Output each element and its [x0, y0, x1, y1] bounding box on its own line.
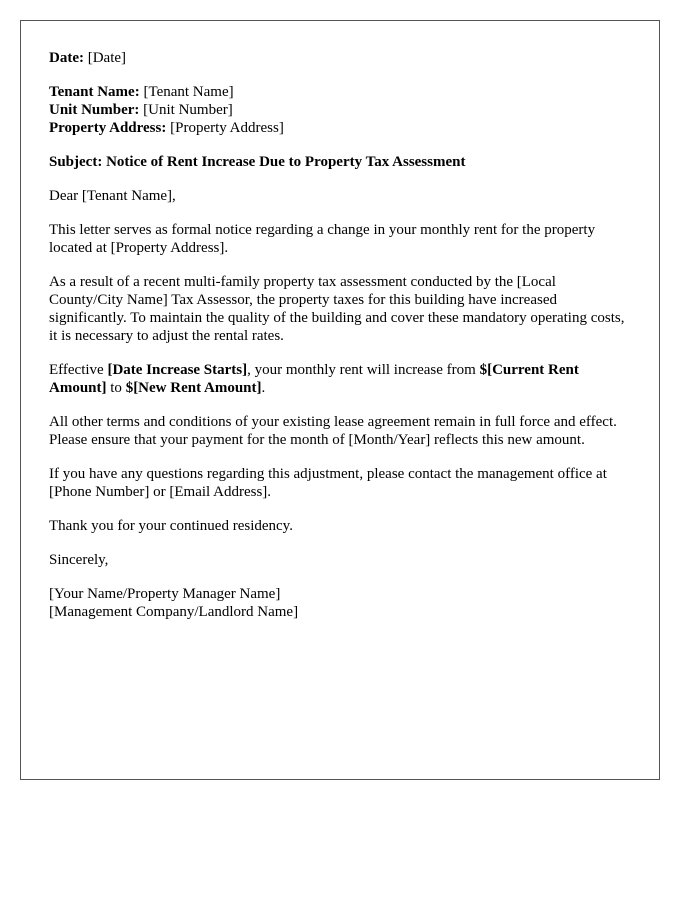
address-label: Property Address:: [49, 120, 167, 136]
paragraph-notice: This letter serves as formal notice regarding a change in your monthly rent for the property located at [Property Address].: [49, 222, 596, 256]
date-value: [Date]: [87, 50, 127, 66]
signature-company: [Management Company/Landlord Name]: [49, 604, 299, 620]
unit-label: Unit Number:: [49, 102, 140, 118]
unit-line: [49, 101, 631, 119]
unit-value: [Unit Number]: [143, 102, 233, 118]
paragraph-reason: As a result of a recent multi-family property tax assessment conducted by the [Local County/City Name] Tax Assessor, the property taxes for this building have increased significantly. To maintain the quality of the building and cover these mandatory operating costs, it is necessary to adjust the rental rates.: [49, 274, 625, 344]
tenant-line: [49, 83, 631, 101]
rent-text-4: .: [261, 380, 266, 396]
date-label: Date:: [49, 50, 84, 66]
rent-text-1: Effective: [49, 362, 108, 378]
paragraph-thanks: Thank you for your continued residency.: [49, 518, 293, 534]
date-line: [49, 49, 631, 67]
tenant-label: Tenant Name:: [49, 84, 140, 100]
increase-start-date: [Date Increase Starts]: [107, 362, 248, 378]
recipient-block: [49, 83, 631, 137]
closing: Sincerely,: [49, 552, 109, 568]
signature-name: [Your Name/Property Manager Name]: [49, 586, 281, 602]
paragraph-terms: All other terms and conditions of your existing lease agreement remain in full force and effect. Please ensure that your payment for the month of [Month/Year] reflects this new amount.: [49, 414, 617, 448]
tenant-value: [Tenant Name]: [143, 84, 234, 100]
paragraph-contact: If you have any questions regarding this adjustment, please contact the management office at [Phone Number] or [Email Address].: [49, 466, 607, 500]
signature-block: [49, 585, 631, 621]
paragraph-rent-change: [49, 361, 631, 397]
letter-page: [20, 20, 660, 780]
salutation: Dear [Tenant Name],: [49, 188, 176, 204]
new-rent-amount: $[New Rent Amount]: [125, 380, 262, 396]
address-line: [49, 119, 631, 137]
address-value: [Property Address]: [170, 120, 284, 136]
subject-line: Subject: Notice of Rent Increase Due to Property Tax Assessment: [49, 154, 466, 170]
rent-text-3: to: [106, 380, 126, 396]
current-rent-amount: $[Current Rent Amount]: [49, 362, 579, 396]
rent-text-2: , your monthly rent will increase from: [247, 362, 480, 378]
